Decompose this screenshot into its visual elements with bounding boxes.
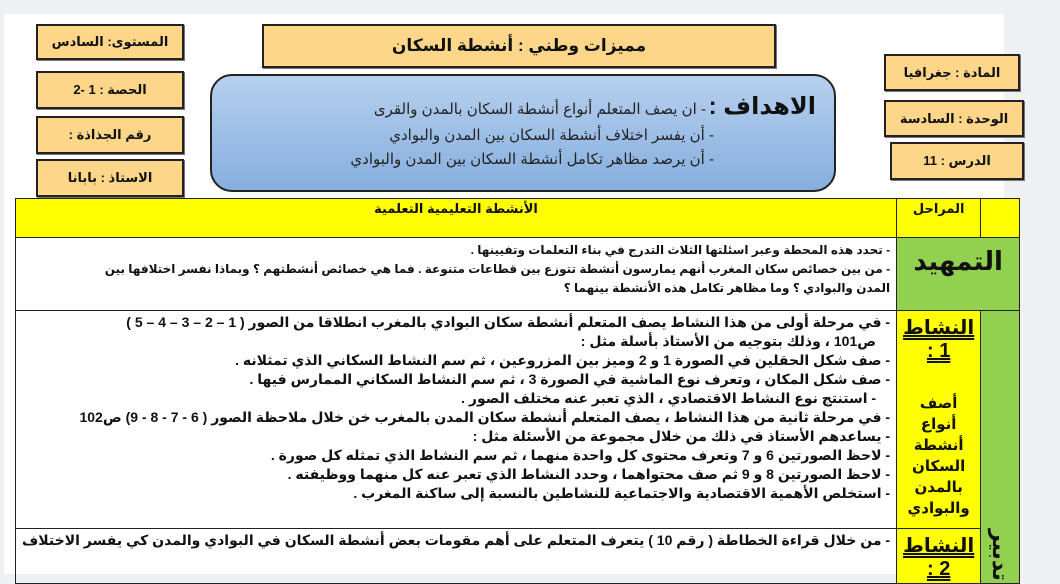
activity1-line: - في مرحلة أولى من هذا النشاط يصف المتعلم أنشطة سكان البوادي بالمغرب انطلاقا من الصور ( 1 – 2 – 3 – 4 – 5 ) (126, 314, 891, 330)
stages-header: المراحل (897, 199, 981, 238)
activity2-line: - من خلال قراءة الخطاطة ( رقم 10 ) يتعرف المتعلم على أهم مقومات بعض أنشطة السكان في البوادي والمدن كي يفسر الاختلاف (22, 532, 891, 548)
activity1-line: - لاحظ الصورتين 8 و 9 ثم صف محتواهما ، وحدد النشاط الذي تعبر عنه كل منهما ووظيفته . (287, 466, 891, 482)
activity1-title: النشاط 1 : (903, 317, 975, 362)
activity1-line: - صف شكل الحقلين في الصورة 1 و 2 وميز بين المزروعين ، ثم سم النشاط السكاني الذي تمثلانه . (235, 352, 891, 368)
unit-box: الوحدة : السادسة (884, 100, 1024, 137)
activities-header: الأنشطة التعليمية التعلمية (16, 199, 897, 238)
activity2-title: النشاط 2 : (903, 535, 975, 580)
session-box: الحصة : 1 -2 (36, 71, 184, 109)
activity1-description: أصف أنواع أنشطة السكان بالمدن والبوادي (907, 395, 970, 517)
activity1-line: ص101 ، وذلك بتوجيه من الأستاذ بأسلة مثل : (580, 333, 877, 349)
goal-item: - أن يفسر اختلاف أنشطة السكان بين المدن والبوادي (389, 127, 714, 144)
phase-label: تدبير (981, 311, 1020, 584)
goal-item: - أن يرصد مظاهر تكامل أنشطة السكان بين المدن والبوادي (350, 151, 714, 168)
lesson-number-box: الدرس : 11 (890, 142, 1024, 180)
goal-item: - ان يصف المتعلم أنواع أنشطة السكان بالمدن والقرى (373, 101, 706, 118)
activity1-line: - استنتج نوع النشاط الاقتصادي ، الذي تعبر عنه مختلف الصور . (461, 390, 877, 406)
teacher-box: الاستاذ : بابانا (36, 159, 184, 197)
activity1-line: - استخلص الأهمية الاقتصادية والاجتماعية للنشاطين بالنسبة إلى ساكنة المغرب . (353, 485, 891, 501)
table-header-row (16, 199, 1020, 238)
table-row-intro (16, 238, 1020, 311)
activity1-line: - صف شكل المكان ، وتعرف نوع الماشية في الصورة 3 ، ثم سم النشاط السكاني الممارس فيها . (249, 371, 891, 387)
activity1-line: - لاحظ الصورتين 6 و 7 وتعرف محتوى كل واحدة منهما ، ثم سم النشاط الذي تمثله كل صورة . (270, 447, 891, 463)
lesson-title: مميزات وطني : أنشطة السكان (262, 24, 776, 68)
intro-line: - تحدد هذه المحطة وعبر اسئلتها الثلاث التدرج في بناء التعلمات وتفيينها . (470, 243, 891, 257)
level-box: المستوى: السادس (36, 24, 184, 60)
table-row-activity2 (16, 529, 1020, 584)
intro-line: - من بين خصائص سكان المغرب أنهم يمارسون أنشطة تتوزع بين قطاعات متنوعة . فما هي خصائص أنشطتهم ؟ وبماذا نفسر اختلافها بين (104, 262, 891, 276)
goals-panel (210, 74, 836, 192)
sheet-number-box: رقم الجذاذة : (36, 116, 184, 154)
activity1-line: - في مرحلة ثانية من هذا النشاط ، يصف المتعلم أنشطة سكان المدن بالمغرب خن خلال ملاحظة الصور ( 6 - 7 - 8 - 9) ص102 (79, 409, 891, 425)
intro-stage: التمهيد (897, 238, 1020, 311)
goals-label: الاهداف : (708, 93, 816, 120)
activities-table (15, 198, 1020, 584)
intro-line: المدن والبوادي ؟ وما مظاهر تكامل هذه الأنشطة بينهما ؟ (563, 281, 891, 295)
table-row-activity1 (16, 311, 1020, 529)
subject-box: المادة : جغرافيا (884, 54, 1020, 91)
activity1-line: - يساعدهم الأستاذ في ذلك من خلال مجموعة من الأسئلة مثل : (472, 428, 891, 444)
